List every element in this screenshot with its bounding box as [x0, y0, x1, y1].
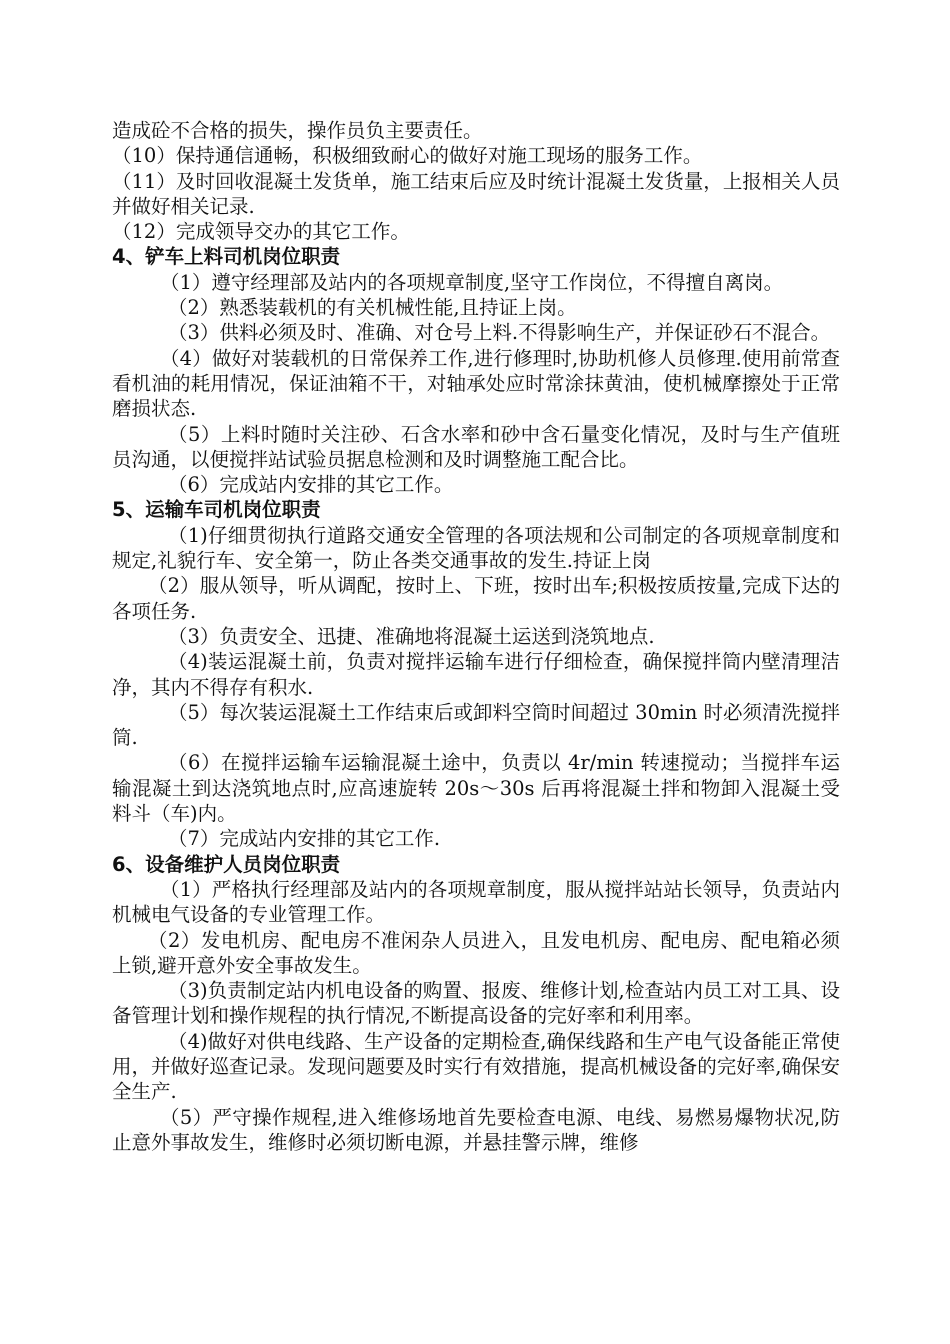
- paragraph: （10）保持通信通畅，积极细致耐心的做好对施工现场的服务工作。: [112, 144, 703, 168]
- paragraph: （11）及时回收混凝土发货单，施工结束后应及时统计混凝土发货量，上报相关人员并做好相关记录.: [112, 169, 840, 218]
- paragraph: （7）完成站内安排的其它工作.: [168, 827, 441, 851]
- paragraph: （3)负责制定站内机电设备的购置、报废、维修计划,检查站内员工对工具、设备管理计划和操作规程的执行情况,不断提高设备的完好率和利用率。: [112, 979, 840, 1028]
- paragraph: （1）遵守经理部及站内的各项规章制度,坚守工作岗位，不得擅自离岗。: [160, 270, 784, 294]
- paragraph: （1）严格执行经理部及站内的各项规章制度，服从搅拌站站长领导，负责站内机械电气设备的专业管理工作。: [112, 877, 840, 927]
- paragraph: （3）负责安全、迅捷、准确地将混凝土运送到浇筑地点.: [168, 624, 655, 648]
- paragraph: （12）完成领导交办的其它工作。: [112, 220, 410, 244]
- paragraph: （5）严守操作规程,进入维修场地首先要检查电源、电线、易燃易爆物状况,防止意外事故发生，维修时必须切断电源，并悬挂警示牌，维修: [112, 1105, 840, 1154]
- paragraph: （4）做好对装载机的日常保养工作,进行修理时,协助机修人员修理.使用前常查看机油的耗用情况，保证油箱不干，对轴承处应时常涂抹黄油，使机械摩擦处于正常磨损状态.: [112, 346, 840, 421]
- paragraph: 造成砼不合格的损失，操作员负主要责任。: [112, 119, 483, 142]
- paragraph: （3）供料必须及时、准确、对仓号上料.不得影响生产，并保证砂石不混合。: [168, 321, 831, 345]
- section-heading: 4、铲车上料司机岗位职责: [112, 245, 341, 269]
- document-page: [112, 118, 840, 1155]
- paragraph: （5）每次装运混凝土工作结束后或卸料空筒时间超过 30min 时必须清洗搅拌筒.: [112, 700, 840, 750]
- paragraph: （6）完成站内安排的其它工作。: [168, 473, 454, 497]
- paragraph: （2）服从领导，听从调配，按时上、下班，按时出车;积极按质按量,完成下达的各项任务.: [112, 574, 840, 623]
- paragraph: （5）上料时随时关注砂、石含水率和砂中含石量变化情况，及时与生产值班员沟通，以便搅拌站试验员据息检测和及时调整施工配合比。: [112, 422, 840, 471]
- paragraph: （4)装运混凝土前，负责对搅拌运输车进行仔细检查，确保搅拌筒内壁清理洁净，其内不得存有积水.: [112, 650, 840, 699]
- paragraph: （2）熟悉装载机的有关机械性能,且持证上岗。: [168, 296, 577, 320]
- paragraph: （4)做好对供电线路、生产设备的定期检查,确保线路和生产电气设备能正常使用，并做好巡查记录。发现问题要及时实行有效措施，提高机械设备的完好率,确保安全生产.: [112, 1029, 840, 1104]
- section-heading: 5、运输车司机岗位职责: [112, 498, 321, 522]
- paragraph: （2）发电机房、配电房不准闲杂人员进入，且发电机房、配电房、配电箱必须上锁,避开意外安全事故发生。: [112, 928, 840, 977]
- section-heading: 6、设备维护人员岗位职责: [112, 852, 341, 876]
- paragraph: （6）在搅拌运输车运输混凝土途中，负责以 4r/min 转速搅动；当搅拌车运输混凝土到达浇筑地点时,应高速旋转 20s～30s 后再将混凝土拌和物卸入混凝土受料斗（车)内。: [112, 751, 840, 826]
- paragraph: （1)仔细贯彻执行道路交通安全管理的各项法规和公司制定的各项规章制度和规定,礼貌行车、安全第一，防止各类交通事故的发生.持证上岗: [112, 523, 840, 573]
